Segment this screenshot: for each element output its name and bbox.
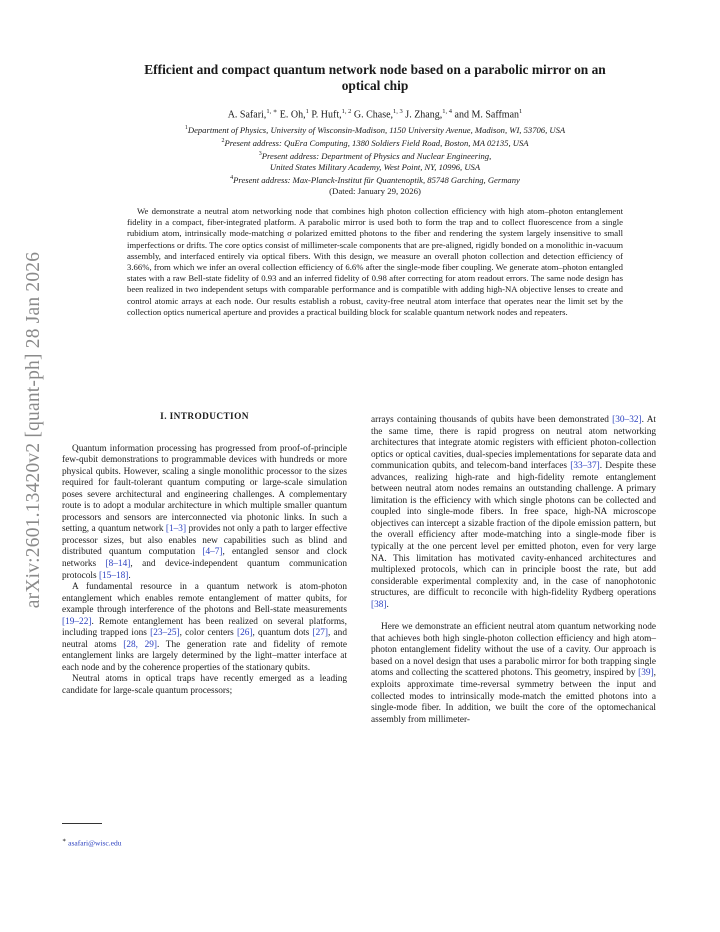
citation-link[interactable]: [4–7]	[202, 547, 223, 558]
citation-link[interactable]: [23–25]	[150, 628, 180, 639]
author-affiliation-mark: 1, 3	[393, 108, 403, 115]
left-column	[62, 412, 347, 698]
author-affiliation-mark: 1, 4	[442, 108, 452, 115]
citation-link[interactable]: [15–18]	[98, 570, 129, 581]
affiliation-mark: 4	[230, 174, 234, 181]
citation-link[interactable]: [19–22]	[62, 616, 92, 627]
title-line-1: Efficient and compact quantum network node based on a parabolic mirror on an	[144, 62, 606, 77]
citation-link[interactable]: [38]	[371, 599, 387, 610]
author-name: E. Oh,	[279, 109, 306, 121]
citation-link[interactable]: [33–37]	[570, 461, 600, 472]
citation-link[interactable]: [26]	[237, 628, 253, 639]
author-list	[80, 107, 670, 120]
arxiv-stamp-text: arXiv:2601.13420v2 [quant-ph] 28 Jan 2026	[23, 251, 44, 609]
author-name: J. Zhang,	[405, 109, 443, 121]
author-affiliation-mark: 1	[305, 108, 309, 115]
date-line: (Dated: January 29, 2026)	[329, 186, 421, 196]
paragraph: A fundamental resource in a quantum network is atom-photon entanglement which enables remote entanglement of matter qubits, for example through interference of the photons and Bell-state measurements [19–22]. Remote entanglement has been realized on several platforms, including trapped ions [23–25], color centers [26], quantum dots [27], and neutral atoms [28, 29]. The generation rate and fidelity of remote entanglement links are largely determined by the light–matter interface at each node and by the coherence properties of the stationary qubits.	[62, 582, 347, 673]
affiliation-line	[80, 136, 670, 149]
author-affiliation-mark: 1	[519, 108, 523, 115]
author-name: and M. Saffman	[454, 109, 520, 121]
footnote-mark: ∗	[62, 837, 67, 844]
affiliation-line	[80, 173, 670, 186]
citation-link[interactable]: [27]	[312, 628, 329, 639]
title-line-2: optical chip	[341, 78, 409, 93]
affiliation-mark: 1	[184, 125, 188, 131]
paragraph: Neutral atoms in optical traps have recently emerged as a leading candidate for large-scale quantum processors;	[62, 674, 347, 697]
paragraph: arrays containing thousands of qubits have been demonstrated [30–32]. At the same time, there is rapid progress on neutral atom networking architectures that integrate atomic registers with efficient photon-collection optics or optical cavities, dual-species implementations for separate data and communication qubits, and telecom-band interfaces [33–37]. Despite these advances, realizing high-rate and high-fidelity remote entanglement between neutral atom nodes remains an outstanding challenge. A primary limitation is the efficiency with which single photons can be collected and coupled into single-mode fibers. In free space, high-NA microscope objectives can intercept a sizable fraction of the dipole emission pattern, but the overall efficiency after mode-matching into a single-mode fiber is typically at the one percent level per emitted photon, even for very large NA. This limitation has motivated cavity-enhanced architectures and multiplexed protocols, which can in principle boost the rate, but add considerable experimental complexity and, in the case of nanophotonic structures, are difficult to reconcile with high-fidelity Rydberg operations [38].	[371, 415, 657, 610]
affiliation-line	[80, 149, 670, 162]
citation-link[interactable]: [8–14]	[105, 559, 131, 570]
section-heading: I. INTRODUCTION	[160, 412, 249, 422]
citation-link[interactable]: [30–32]	[612, 415, 642, 425]
affiliation-text: United States Military Academy, West Point, NY, 10996, USA	[269, 161, 481, 172]
affiliation-line	[80, 123, 670, 136]
abstract: We demonstrate a neutral atom networking node that combines high photon collection efficiency with high atom–photon entanglement fidelity in a compact, fiber-integrated platform. A parabolic mirror is used both to form the trap and to collect fluorescence from a single rubidium atom, intrinsically mode-matching σ polarized emitted photons to the fiber and rendering the system largely insensitive to small imperfections or drifts. The core optics consist of millimeter-scale components that are pre-aligned, rigidly bonded on a monolithic in-vacuum assembly, and interfaced entirely via optical fibers. With this design, we measure an overall photon collection and detection efficiency of 3.66%, from which we infer an overal collection efficiency of 6.6% after the single-mode fiber coupling. We generate atom–photon entangled states with a raw Bell-state fidelity of 0.93 and an inferred fidelity of 0.98 after correcting for atom readout errors. The same node design has been realized in two independent setups with comparable performance and is compatible with adding high-NA objective lenses to create and control atomic arrays at each node. Our results establish a robust, cavity-free neutral atom interface that operates near the limit set by the collection optics numerical aperture and provides a practical building block for scalable quantum network nodes and repeaters.	[127, 206, 623, 317]
author-email-link[interactable]: asafari@wisc.edu	[68, 838, 122, 848]
affiliation-line	[80, 162, 670, 173]
footnote	[62, 837, 121, 848]
citation-link[interactable]: [39]	[638, 668, 654, 679]
author-affiliation-mark: 1, ∗	[266, 108, 278, 115]
citation-link[interactable]: [28, 29]	[123, 639, 158, 650]
author-name: P. Huft,	[311, 109, 342, 121]
author-name: G. Chase,	[353, 109, 394, 121]
author-name: A. Safari,	[227, 109, 267, 121]
affiliation-text: Present address: Max-Planck-Institut für Quantenoptik, 85748 Garching, Germany	[233, 174, 520, 185]
author-affiliation-mark: 1, 2	[341, 108, 352, 115]
affiliation-mark: 3	[258, 150, 262, 157]
paper-title	[80, 62, 670, 94]
paragraph: Here we demonstrate an efficient neutral atom quantum networking node that achieves both high single-photon collection efficiency and high atom–photon entanglement fidelity without the use of a cavity. Our approach is based on a novel design that uses a parabolic mirror for both trapping single atoms and collecting the scattered photons. This geometry, inspired by [39], exploits approximate time-reversal symmetry between the input and collected modes to intrinsically mode-match the emitted photons into a single-mode fiber. In addition, we built the core of the optomechanical assembly from millimeter-	[371, 622, 656, 725]
arxiv-identifier-stamp[interactable]	[14, 200, 54, 660]
affiliation-list	[80, 123, 670, 185]
paragraph: Quantum information processing has progressed from proof-of-principle few-qubit demonstrations to programmable devices with hundreds or more physical qubits. However, scaling a single monolithic processor to the sizes required for fault-tolerant quantum computing or large-scale simulation poses severe architectural and engineering challenges. A complementary route is to adopt a modular architecture in which multiple smaller quantum processors and sensors are interconnected via photonic links. In such a setting, a quantum network [1–3] provides not only a path to larger effective processor sizes, but also enables new capabilities such as blind and distributed quantum computation [4–7], entangled sensor and clock networks [8–14], and device-independent quantum communication protocols [15–18].	[62, 443, 348, 581]
citation-link[interactable]: [1–3]	[165, 524, 187, 535]
right-column	[371, 415, 656, 726]
footnote-divider	[62, 823, 102, 824]
affiliation-mark: 2	[221, 137, 225, 144]
affiliation-text: Present address: QuEra Computing, 1380 Soldiers Field Road, Boston, MA 02135, USA	[224, 137, 529, 148]
affiliation-text: Present address: Department of Physics and Nuclear Engineering,	[261, 150, 492, 161]
affiliation-text: Department of Physics, University of Wisconsin-Madison, 1150 University Avenue, Madison, WI, 53706, USA	[187, 124, 566, 135]
